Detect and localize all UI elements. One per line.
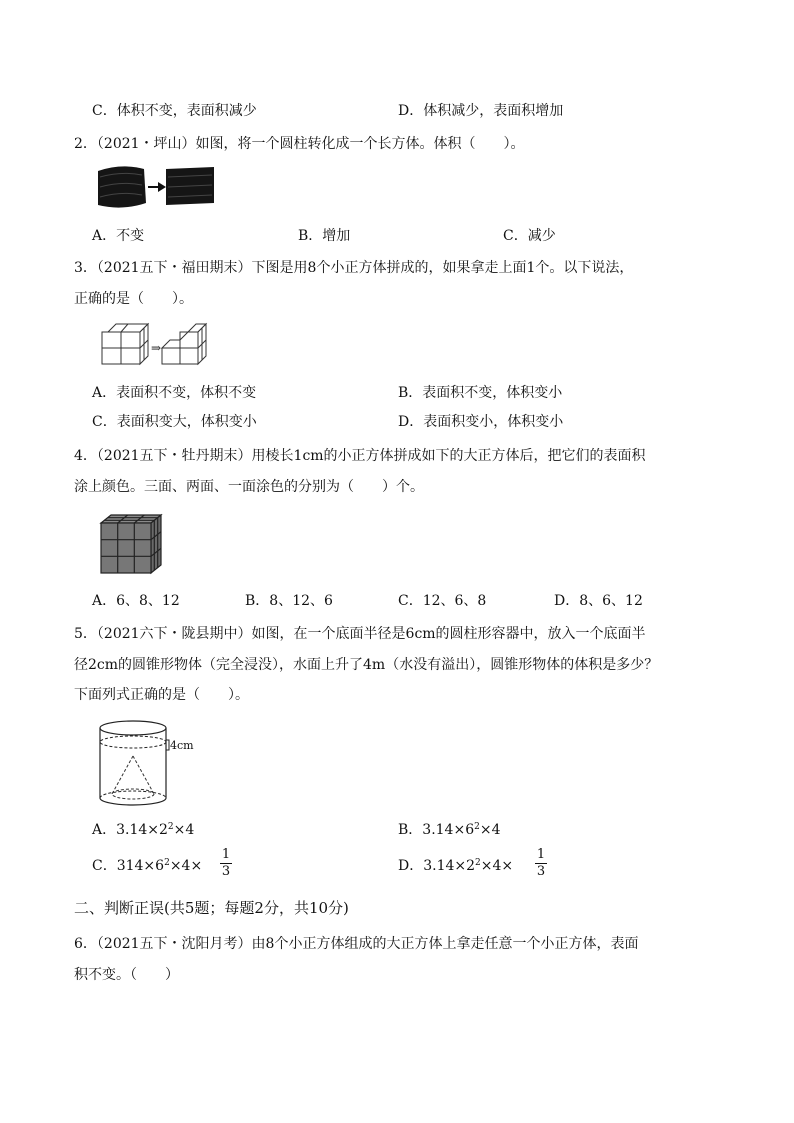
q5-line1: 5．（2021六下・陇县期中）如图，在一个底面半径是6cm的圆柱形容器中，放入一个底面半 — [74, 626, 646, 642]
q4-option-d: D．8、6、12 — [554, 593, 643, 609]
q6-line2: 积不变。（ ） — [74, 967, 179, 983]
q3-option-d: D．表面积变小，体积变小 — [398, 414, 564, 430]
section-2-title: 二、判断正误(共5题；每题2分，共10分) — [74, 899, 349, 917]
q4-line2: 涂上颜色。三面、两面、一面涂色的分别为（ ）个。 — [74, 479, 424, 495]
q2-option-a: A．不变 — [92, 228, 145, 244]
q6-line1: 6．（2021五下・沈阳月考）由8个小正方体组成的大正方体上拿走任意一个小正方体，表面 — [74, 936, 639, 952]
q2-option-c: C．减少 — [503, 228, 556, 244]
cube-front-face — [101, 523, 151, 573]
q3-line2: 正确的是（ ）。 — [74, 291, 193, 307]
arrow-head-icon — [158, 182, 166, 192]
q5-option-d-fraction: $\frac{1}{3}$ — [536, 847, 546, 879]
q1-option-c: C．体积不变，表面积减少 — [92, 103, 257, 119]
q5-option-b: B．$3.14\times 6^2\times 4$ — [398, 822, 501, 838]
q5-option-c-fraction: $\frac{1}{3}$ — [221, 847, 231, 879]
q3-option-a: A．表面积不变，体积不变 — [92, 385, 257, 401]
q5-option-d: D．$3.14\times 2^2\times 4\times$ — [398, 858, 514, 874]
cube-stack-after — [162, 324, 206, 364]
q4-option-c: C．12、6、8 — [398, 593, 487, 609]
q5-cylinder-cone-figure — [96, 718, 206, 812]
q4-option-a: A．6、8、12 — [92, 593, 180, 609]
q2-cylinder-to-cuboid-figure — [92, 163, 218, 211]
q3-option-b: B．表面积不变，体积变小 — [398, 385, 563, 401]
height-label: 4cm — [170, 739, 194, 752]
q2-option-b: B．增加 — [298, 228, 351, 244]
q3-option-c: C．表面积变大，体积变小 — [92, 414, 257, 430]
q4-line1: 4．（2021五下・牡丹期末）用棱长1cm的小正方体拼成如下的大正方体后，把它们的表面积 — [74, 448, 646, 464]
svg-text:⇒: ⇒ — [151, 341, 162, 355]
q3-line1: 3．（2021五下・福田期末）下图是用8个小正方体拼成的，如果拿走上面1个。以下说法， — [74, 260, 634, 276]
q2-text: 2．（2021・坪山）如图，将一个圆柱转化成一个长方体。体积（ ）。 — [74, 136, 525, 152]
cube-stack-before — [102, 324, 148, 364]
q5-option-c: C．$314\times 6^2\times 4\times$ — [92, 858, 203, 874]
q4-rubik-cube-figure — [99, 513, 163, 575]
q5-line2: 径2cm的圆锥形物体（完全浸没），水面上升了4m（水没有溢出），圆锥形物体的体积是多少？ — [74, 657, 659, 673]
cube-side-face — [151, 515, 161, 573]
q5-option-a: A．$3.14\times 2^2\times 4$ — [92, 822, 195, 838]
q5-line3: 下面列式正确的是（ ）。 — [74, 687, 249, 703]
q4-option-b: B．8、12、6 — [245, 593, 333, 609]
water-level-ellipse — [100, 736, 166, 748]
cone-shape — [112, 756, 154, 799]
q3-cubes-figure — [100, 322, 210, 370]
container-top-ellipse — [100, 721, 166, 735]
cylinder-shape — [98, 166, 146, 207]
q1-option-d: D．体积减少，表面积增加 — [398, 103, 564, 119]
